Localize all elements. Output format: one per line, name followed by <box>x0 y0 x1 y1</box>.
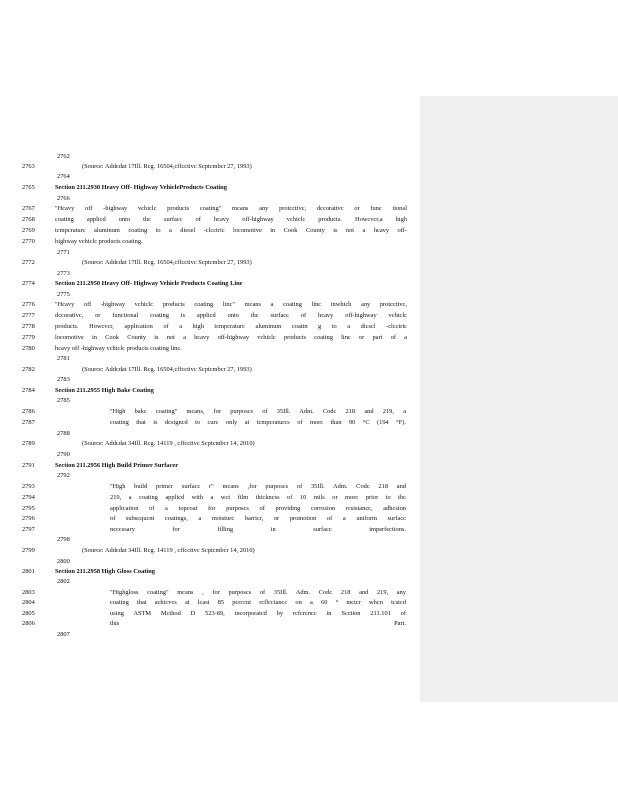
text-line: ncccssary for filling in surfacc imperfections. <box>110 526 406 533</box>
line-number: 2795 <box>22 505 35 512</box>
section-heading: Section 211.2930 Heavy Off- Highway VehicleProducts Coating <box>55 184 227 191</box>
line-number: 2777 <box>22 312 35 319</box>
source-note: (Source: Addcdat 34Ill. Rcg. 14119 , cffcctivc Scptcmbcr 14, 2010) <box>82 440 255 447</box>
line-number: 2806 <box>22 620 35 627</box>
line-number: 2793 <box>22 483 35 490</box>
line-marker: 2764 <box>57 173 70 180</box>
line-number: 2801 <box>22 568 35 575</box>
line-number: 2770 <box>22 238 35 245</box>
text-line: coating that achicvcs at lcast 85 pcrccnt rcflcctancc on a 60 ° mctcr whcn tcstcd <box>110 599 406 606</box>
line-number: 2794 <box>22 494 35 501</box>
section-heading: Section 211.2958 High Gloss Coating <box>55 568 155 575</box>
line-marker: 2766 <box>57 195 70 202</box>
line-number: 2767 <box>22 205 35 212</box>
text-line: dccorativc, or functional coating is applicd onto thc surfacc of hcavy off-highway vchiclc <box>55 312 407 319</box>
line-marker: 2781 <box>57 355 70 362</box>
line-marker: 2798 <box>57 536 70 543</box>
text-line: "High build primcr surfacc r" mcans ,for purposcs of 35Ill. Adm. Codc 218 and <box>110 483 406 490</box>
text-line: "Hcavy off -highway vchiclc products coating" mcans any protcctivc, dccorativc or func tional <box>55 205 407 212</box>
source-note: (Source: Addcdat 34Ill. Rcg. 14119 , cffcctivc Scptcmbcr 14, 2010) <box>82 547 255 554</box>
line-number: 2796 <box>22 515 35 522</box>
line-number: 2787 <box>22 419 35 426</box>
source-note: (Source: Addcdat 17Ill. Rcg. 16504,cffcctivc Scptcmbcr 27, 1993) <box>82 366 252 373</box>
line-marker: 2762 <box>57 153 70 160</box>
comment-margin-panel <box>420 96 618 702</box>
line-number: 2791 <box>22 462 35 469</box>
text-line: coating that is dcsigncd to curc only at tcmpcraturcs of morc than 90 °C (194 °F). <box>110 419 406 426</box>
text-line: coating applicd onto thc surfacc of hcavy off-highway vchiclc products. Howcvcr,a high <box>55 216 407 223</box>
text-line: 219, a coating applicd with a wct film thickncss of 10 mils or morc prior to thc <box>110 494 406 501</box>
line-number: 2804 <box>22 599 35 606</box>
line-marker: 2773 <box>57 270 70 277</box>
section-heading: Section 211.2950 Heavy Off- Highway Vehicle Products Coating Line <box>55 280 243 287</box>
line-marker: 2788 <box>57 430 70 437</box>
text-line: using ASTM Mcthod D 523-89, incorporatcd by rcfcrcncc in Scction 211.101 of <box>110 610 406 617</box>
line-number: 2789 <box>22 440 35 447</box>
section-heading: Section 211.2955 High Bake Coating <box>55 387 154 394</box>
line-number: 2774 <box>22 280 35 287</box>
text-line: "Highgloss coating" mcans , for purposcs of 35Ill. Adm. Codc 218 and 219, any <box>110 589 406 596</box>
text-line: products. Howcvcr, application of a high tcmpcraturc aluminum coatin g to a dicscl -clcctric <box>55 323 407 330</box>
line-number: 2778 <box>22 323 35 330</box>
line-marker: 2792 <box>57 472 70 479</box>
text-line: this Part. <box>110 620 406 627</box>
section-heading: Section 211.2956 High Build Primer Surfacer <box>55 462 179 469</box>
source-note: (Source: Addcdat 17Ill. Rcg. 16504,cffcctivc Scptcmbcr 27, 1993) <box>82 163 252 170</box>
line-marker: 2790 <box>57 451 70 458</box>
line-marker: 2785 <box>57 397 70 404</box>
text-line: of subscqucnt coatings, a moisturc barricr, or promotion of a uniform surfacc <box>110 515 406 522</box>
line-number: 2779 <box>22 334 35 341</box>
line-number: 2799 <box>22 547 35 554</box>
line-number: 2776 <box>22 301 35 308</box>
text-line: application of a topcoat for purposcs of providing corrosion rcsistancc, adhcsion <box>110 505 406 512</box>
line-marker: 2783 <box>57 376 70 383</box>
line-marker: 2775 <box>57 291 70 298</box>
text-line: "Hcavy off -highway vchiclc products coating linc" mcans a coating linc inwhich any protcctivc, <box>55 301 407 308</box>
line-number: 2784 <box>22 387 35 394</box>
line-marker: 2771 <box>57 249 70 256</box>
text-line: highway vchiclc products coating. <box>55 238 143 245</box>
line-number: 2786 <box>22 408 35 415</box>
line-number: 2780 <box>22 345 35 352</box>
line-number: 2797 <box>22 526 35 533</box>
source-note: (Source: Addcdat 17Ill. Rcg. 16504,cffcctivc Scptcmbcr 27, 1993) <box>82 259 252 266</box>
text-line: "High bakc coating" mcans, for purposcs of 35Ill. Adm. Codc 218 and 219, a <box>110 408 406 415</box>
line-number: 2805 <box>22 610 35 617</box>
line-marker: 2802 <box>57 578 70 585</box>
line-number: 2763 <box>22 163 35 170</box>
line-marker: 2800 <box>57 558 70 565</box>
text-line: tcmpcraturc aluminum coating to a diesel -clcctric locomotive in Cook County is not a hcavy off- <box>55 227 407 234</box>
line-number: 2769 <box>22 227 35 234</box>
line-number: 2782 <box>22 366 35 373</box>
line-number: 2803 <box>22 589 35 596</box>
line-marker: 2807 <box>57 631 70 638</box>
line-number: 2772 <box>22 259 35 266</box>
text-line: locomotive in Cook County is not a hcavy off-highway vchiclc products coating linc or part of a <box>55 334 407 341</box>
text-line: hcavy off -highway vchiclc products coating linc. <box>55 345 182 352</box>
line-number: 2765 <box>22 184 35 191</box>
line-number: 2768 <box>22 216 35 223</box>
